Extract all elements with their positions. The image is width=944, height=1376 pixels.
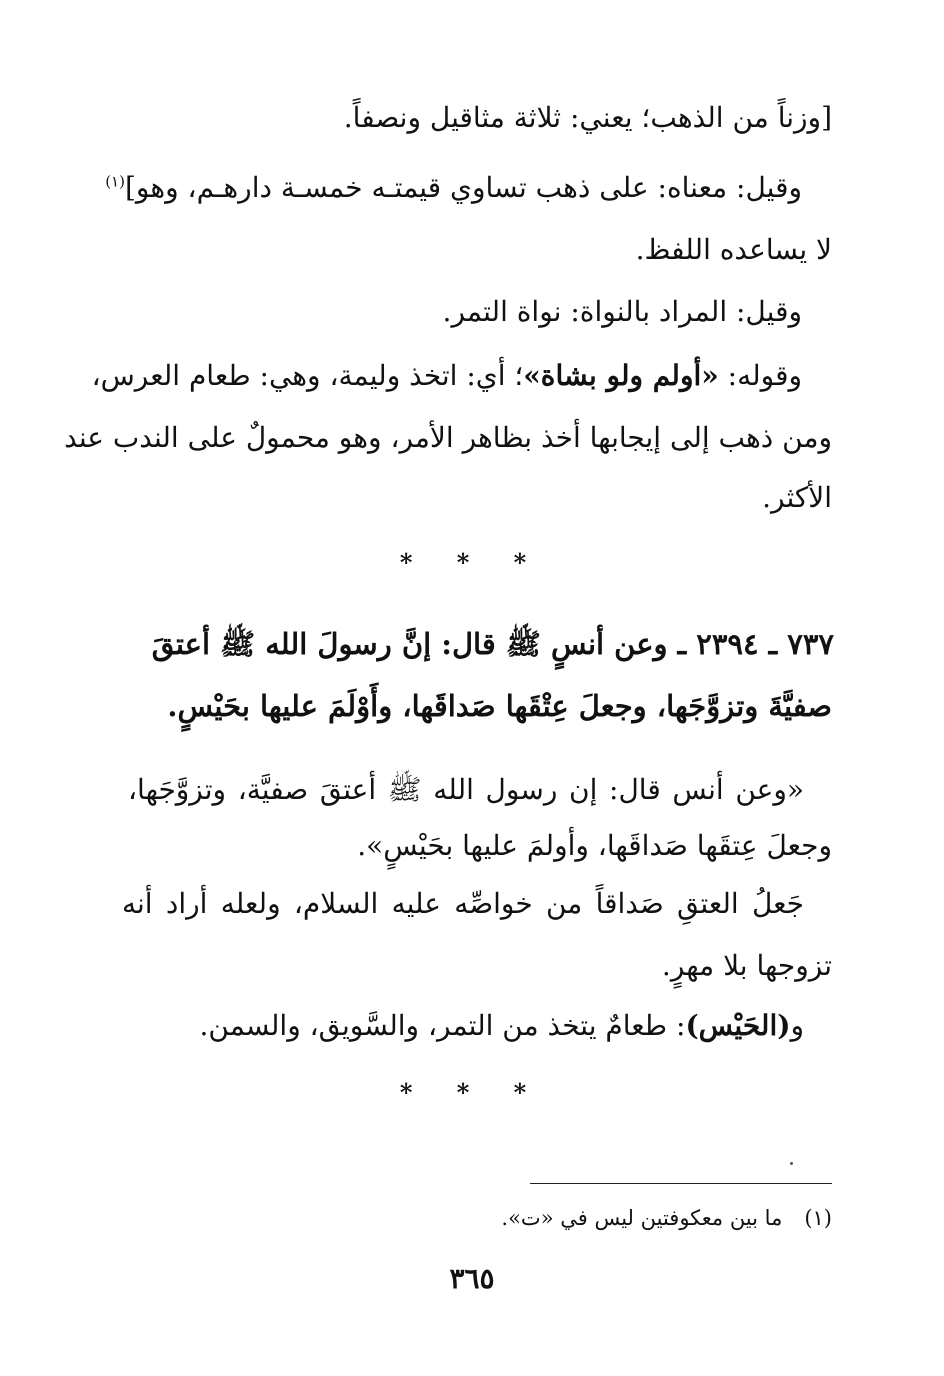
text-line: الأكثر. — [762, 481, 832, 514]
page-number: ٣٦٥ — [449, 1262, 495, 1295]
speck-mark — [790, 1162, 793, 1165]
text-line — [105, 168, 802, 208]
text-line: ومن ذهب إلى إيجابها أخذ بظاهر الأمر، وهو محمولٌ على الندب عند — [64, 421, 832, 454]
text-line: وقيل: المراد بالنواة: نواة التمر. — [442, 295, 802, 328]
commentary-line: تزوجها بلا مهرٍ. — [661, 949, 832, 982]
hadith-text: ٧٣٧ ـ ٢٣٩٤ ـ وعن أنسٍ ﷺ قال: إنَّ رسولَ الله ﷺ أعتقَ — [151, 627, 834, 661]
commentary-line: وجعلَ عِتقَها صَداقَها، وأولمَ عليها بحَيْسٍ». — [357, 829, 832, 862]
text-line: لا يساعده اللفظ. — [635, 233, 832, 266]
footnote-number: (١) — [804, 1206, 832, 1230]
quoted-hadith-phrase: «أولم ولو بشاة» — [523, 359, 719, 392]
hadith-text: صفيَّةَ وتزوَّجَها، وجعلَ عِتْقَها صَداقَها، وأَوْلَمَ عليها بحَيْسٍ. — [167, 689, 832, 723]
glossed-term: (الحَيْس) — [685, 1009, 791, 1042]
text-line: [وزناً من الذهب؛ يعني: ثلاثة مثاقيل ونصفاً. — [343, 101, 832, 134]
section-separator: * * * — [399, 548, 545, 577]
footnote-marker: (١) — [105, 172, 125, 191]
text-span: وقوله: — [718, 359, 802, 392]
text-line — [92, 356, 802, 396]
text-span: وقيل: معناه: على ذهب تساوي قيمتـه خمسـة دارهـم، وهو] — [124, 171, 802, 204]
text-span: و — [790, 1009, 804, 1042]
footnote — [501, 1202, 832, 1234]
footnote-text: ما بين معكوفتين ليس في «ت». — [501, 1206, 783, 1230]
text-span: : طعامٌ يتخذ من التمر، والسَّويق، والسمن. — [199, 1009, 686, 1042]
commentary-line: «وعن أنس قال: إن رسول الله ﷺ أعتقَ صفيَّة، وتزوَّجَها، — [128, 773, 804, 806]
section-separator: * * * — [399, 1078, 545, 1107]
commentary-line: جَعلُ العتقِ صَداقاً من خواصِّه عليه السلام، ولعله أراد أنه — [122, 887, 804, 920]
text-span: ؛ أي: اتخذ وليمة، وهي: طعام العرس، — [91, 359, 524, 392]
footnote-divider — [530, 1183, 832, 1184]
commentary-line — [200, 1006, 805, 1046]
